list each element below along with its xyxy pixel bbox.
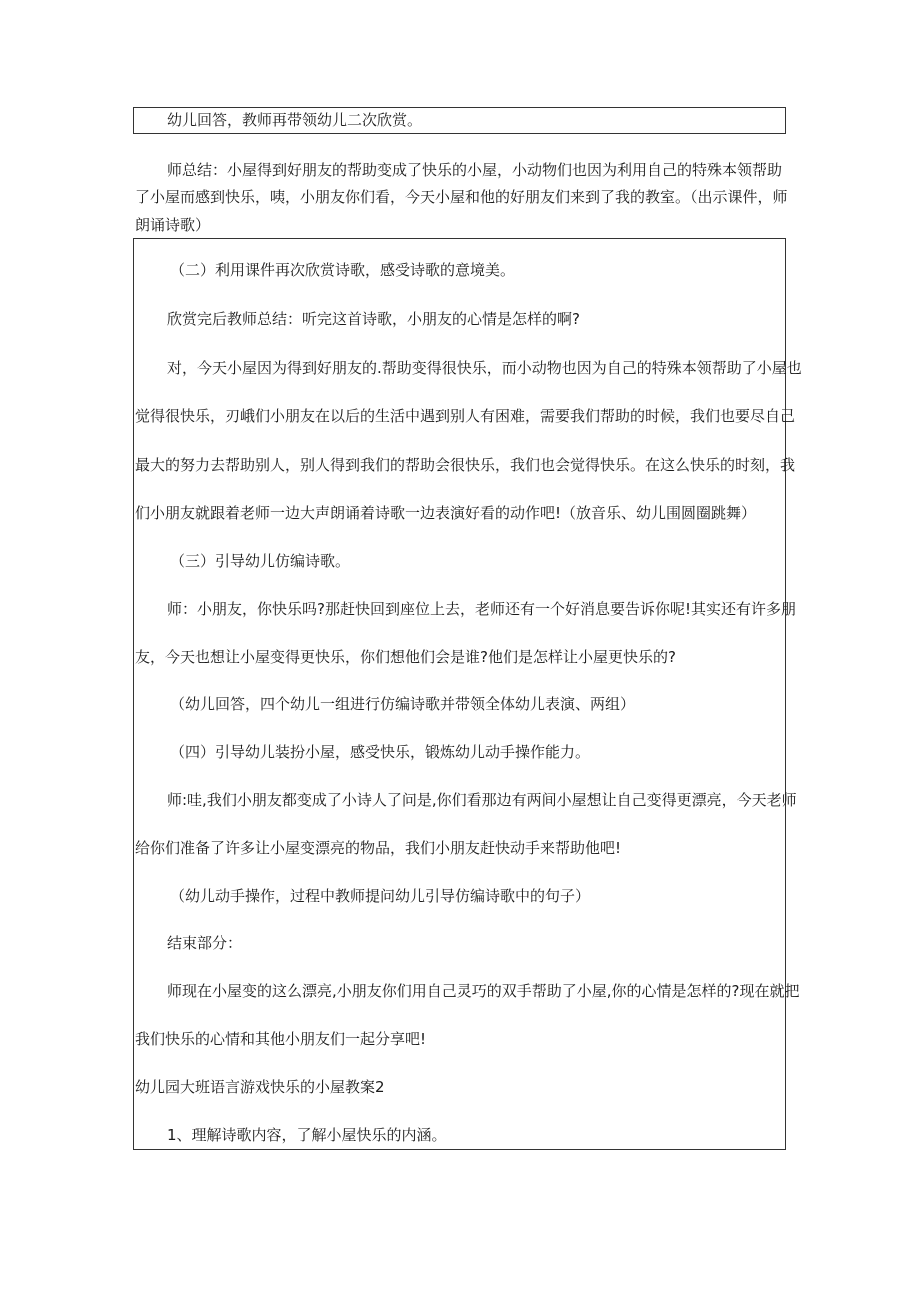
paragraph-line: 我们快乐的心情和其他小朋友们一起分享吧! — [135, 1030, 427, 1048]
paragraph-line: （幼儿动手操作，过程中教师提问幼儿引导仿编诗歌中的句子） — [170, 887, 591, 905]
paragraph-line: 对，今天小屋因为得到好朋友的.帮助变得很快乐，而小动物也因为自己的特殊本领帮助了小屋也 — [167, 359, 802, 377]
document-title: 幼儿园大班语言游戏快乐的小屋教案2 — [135, 1078, 385, 1096]
section-heading: （二）利用课件再次欣赏诗歌，感受诗歌的意境美。 — [170, 261, 516, 279]
paragraph-line: 觉得很快乐，刃峨们小朋友在以后的生活中遇到别人有困难，需要我们帮助的时候，我们也要尽自己 — [135, 407, 796, 425]
paragraph-line: 师:哇,我们小朋友都变成了小诗人了问是,你们看那边有两间小屋想让自己变得更漂亮，今天老师 — [167, 791, 797, 809]
paragraph-line: 师：小朋友，你快乐吗?那赶快回到座位上去，老师还有一个好消息要告诉你呢!其实还有许多朋 — [167, 600, 796, 618]
paragraph-line: 幼儿回答，教师再带领幼儿二次欣赏。 — [167, 111, 423, 129]
paragraph-line: 友，今天也想让小屋变得更快乐，你们想他们会是谁?他们是怎样让小屋更快乐的? — [135, 648, 676, 666]
summary-line: 朗诵诗歌） — [135, 216, 211, 234]
paragraph-line: 给你们准备了许多让小屋变漂亮的物品，我们小朋友赶快动手来帮助他吧! — [135, 839, 622, 857]
summary-line: 了小屋而感到快乐，咦，小朋友你们看，今天小屋和他的好朋友们来到了我的教室。（出示课件，师 — [135, 188, 788, 206]
paragraph-line: （幼儿回答，四个幼儿一组进行仿编诗歌并带领全体幼儿表演、两组） — [170, 695, 636, 713]
section-heading: 结束部分： — [167, 934, 243, 952]
paragraph-line: 最大的努力去帮助别人，别人得到我们的帮助会很快乐，我们也会觉得快乐。在这么快乐的时刻，我 — [135, 456, 796, 474]
paragraph-line: 欣赏完后教师总结：听完这首诗歌，小朋友的心情是怎样的啊? — [167, 310, 580, 328]
paragraph-line: 师现在小屋变的这么漂亮,小朋友你们用自己灵巧的双手帮助了小屋,你的心情是怎样的?现在就把 — [167, 982, 800, 1000]
summary-line: 师总结：小屋得到好朋友的帮助变成了快乐的小屋，小动物们也因为利用自己的特殊本领帮助 — [167, 161, 783, 179]
paragraph-line: 1、理解诗歌内容，了解小屋快乐的内涵。 — [167, 1126, 447, 1144]
section-heading: （四）引导幼儿装扮小屋，感受快乐，锻炼幼儿动手操作能力。 — [170, 743, 591, 761]
section-heading: （三）引导幼儿仿编诗歌。 — [170, 552, 351, 570]
paragraph-line: 们小朋友就跟着老师一边大声朗诵着诗歌一边表演好看的动作吧!（放音乐、幼儿围圆圈跳舞） — [135, 504, 757, 522]
